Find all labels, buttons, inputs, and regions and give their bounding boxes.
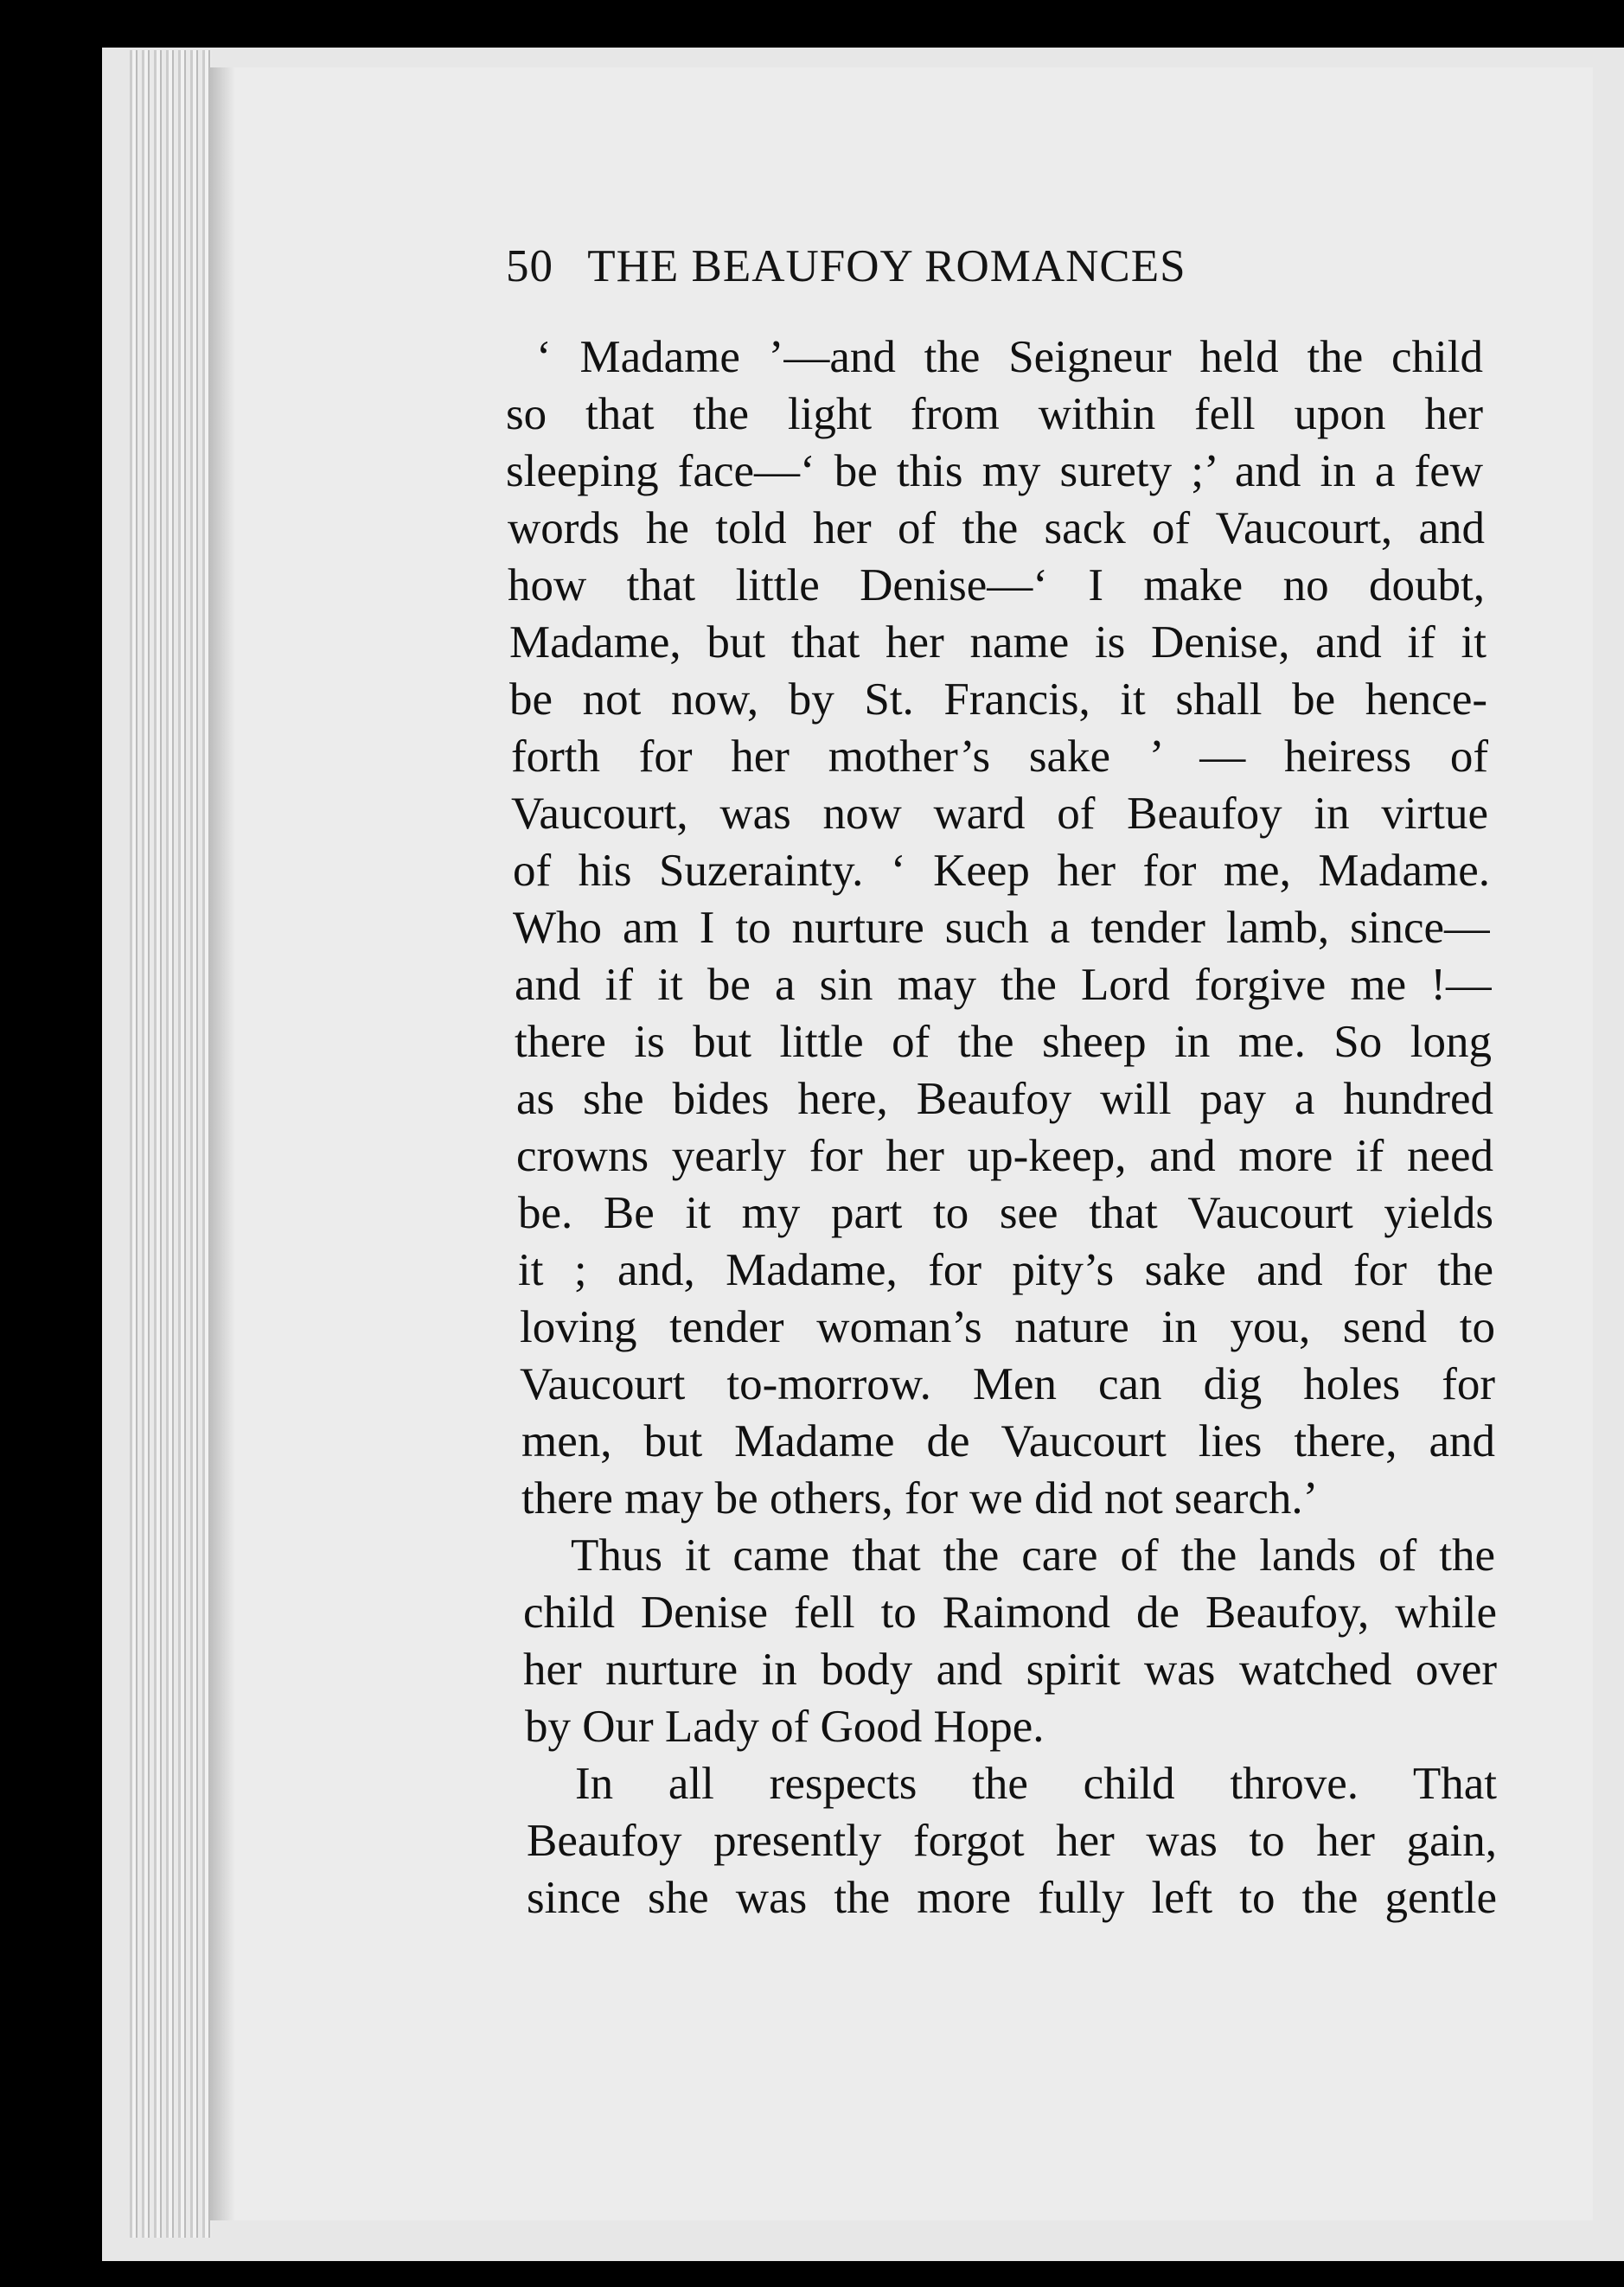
text-line: it ; and, Madame, for pity’s sake and for the <box>518 1245 1493 1295</box>
text-line: how that little Denise—‘ I make no doubt, <box>508 560 1485 610</box>
text-line: Who am I to nurture such a tender lamb, since— <box>513 903 1490 953</box>
text-line: Thus it came that the care of the lands of the <box>571 1530 1495 1581</box>
text-line: her nurture in body and spirit was watched over <box>523 1645 1497 1695</box>
text-line: Beaufoy presently forgot her was to her gain, <box>527 1816 1497 1866</box>
text-line: loving tender woman’s nature in you, send to <box>520 1302 1495 1352</box>
text-line: of his Suzerainty. ‘ Keep her for me, Madame. <box>513 846 1490 896</box>
text-line: Vaucourt, was now ward of Beaufoy in virtue <box>511 789 1488 839</box>
text-line: In all respects the child throve. That <box>575 1759 1497 1809</box>
running-head <box>506 240 1440 301</box>
page-stack-edges <box>130 50 212 2238</box>
text-line: as she bides here, Beaufoy will pay a hundred <box>516 1074 1493 1124</box>
text-line: forth for her mother’s sake ’ — heiress of <box>511 731 1488 782</box>
text-line: since she was the more fully left to the gentle <box>527 1873 1497 1923</box>
text-line: Vaucourt to-morrow. Men can dig holes for <box>520 1359 1495 1409</box>
running-title: THE BEAUFOY ROMANCES <box>587 241 1186 291</box>
text-line: by Our Lady of Good Hope. <box>525 1702 1045 1752</box>
text-line: there may be others, for we did not search.’ <box>521 1473 1319 1524</box>
text-line: Madame, but that her name is Denise, and if it <box>509 617 1487 668</box>
text-line: be not now, by St. Francis, it shall be hence- <box>509 674 1487 725</box>
text-line: be. Be it my part to see that Vaucourt yields <box>518 1188 1493 1238</box>
text-line: words he told her of the sack of Vaucourt, and <box>508 503 1485 553</box>
text-line: so that the light from within fell upon her <box>506 389 1483 439</box>
text-line: sleeping face—‘ be this my surety ;’ and in a few <box>506 446 1483 496</box>
text-line: and if it be a sin may the Lord forgive me !— <box>515 960 1492 1010</box>
text-line: child Denise fell to Raimond de Beaufoy, while <box>523 1587 1497 1638</box>
page-number: 50 <box>506 241 553 291</box>
text-line: there is but little of the sheep in me. So long <box>515 1017 1492 1067</box>
text-line: ‘ Madame ’—and the Seigneur held the child <box>536 332 1483 382</box>
text-line: crowns yearly for her up-keep, and more if need <box>516 1131 1493 1181</box>
text-line: men, but Madame de Vaucourt lies there, and <box>521 1416 1495 1466</box>
gutter-shadow <box>209 67 235 2220</box>
